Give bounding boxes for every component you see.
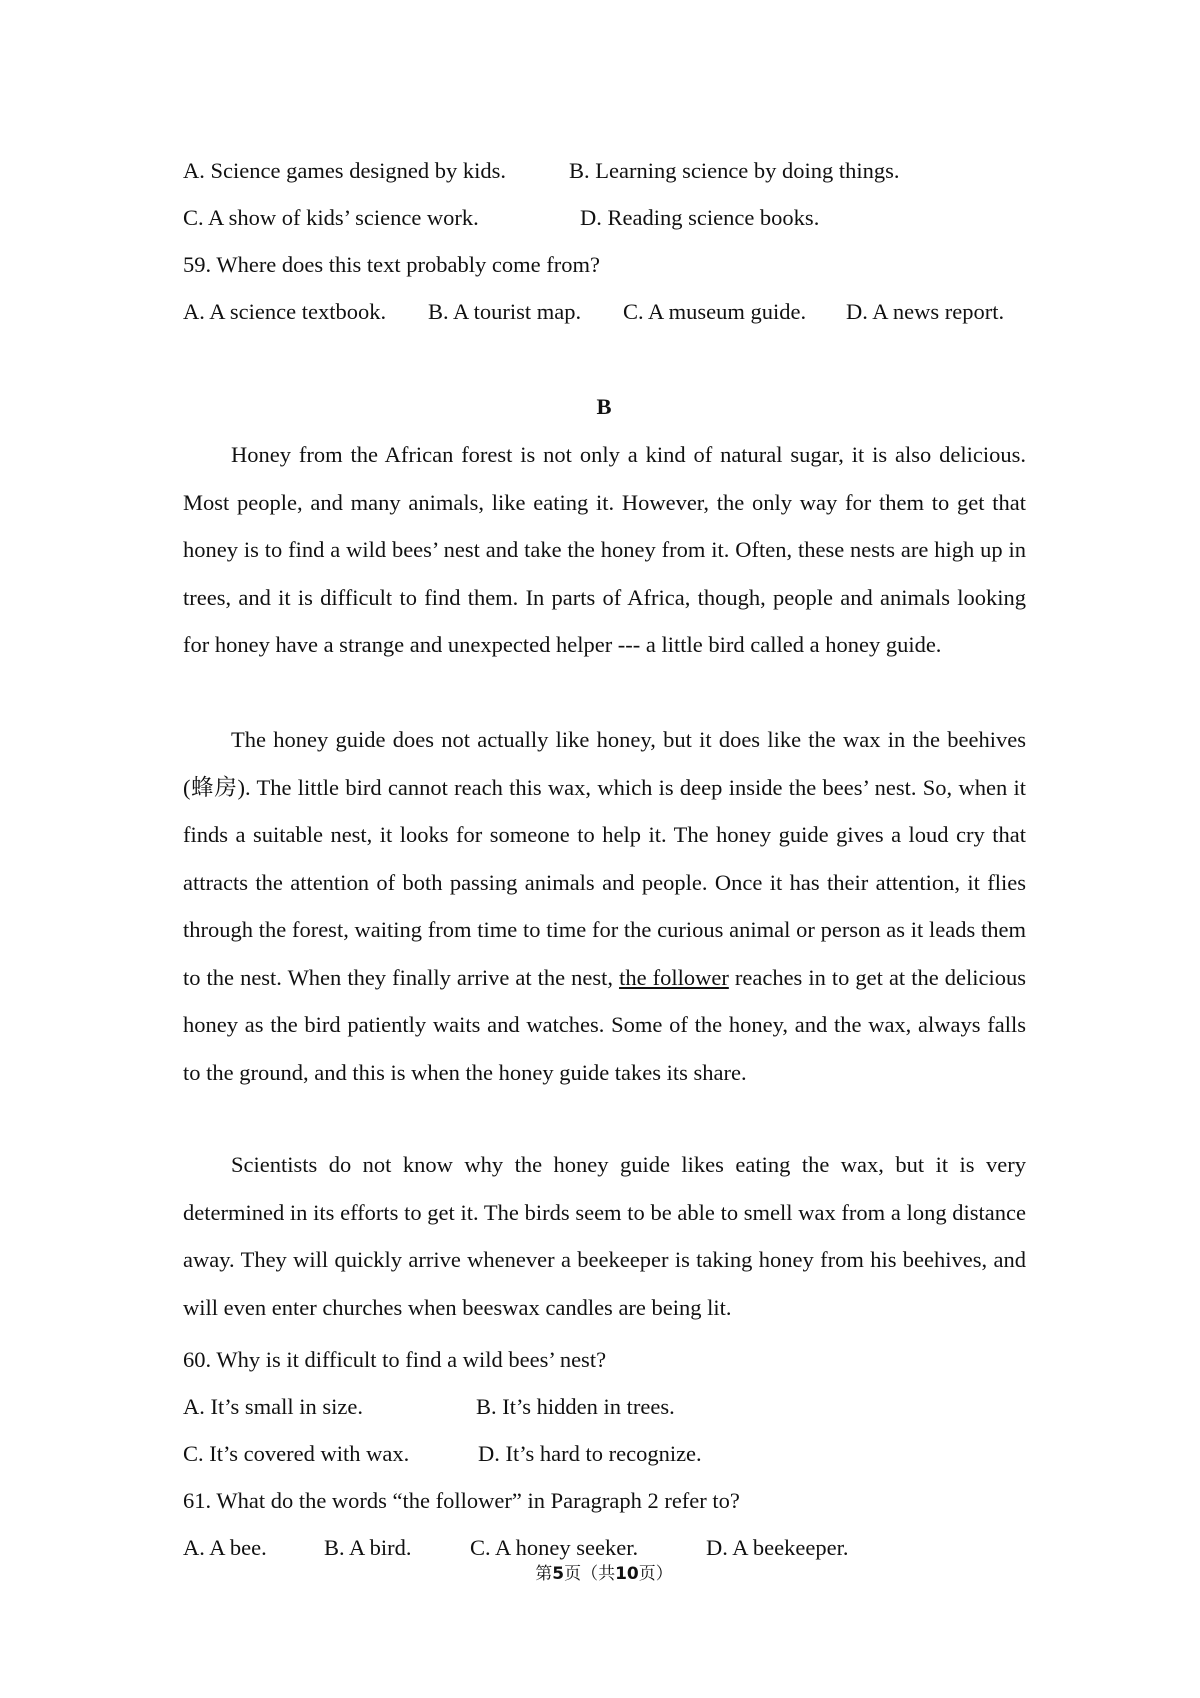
q59-option-d: D. A news report. <box>846 299 1005 324</box>
q59-option-a: A. A science textbook. <box>183 299 387 324</box>
q59-option-b: B. A tourist map. <box>428 299 582 324</box>
q58-option-b: B. Learning science by doing things. <box>569 158 900 183</box>
q60-option-d: D. It’s hard to recognize. <box>478 1441 702 1466</box>
footer-total-pages: 10 <box>615 1564 639 1584</box>
q61-option-c: C. A honey seeker. <box>470 1535 639 1560</box>
footer-middle: 页（共 <box>564 1564 616 1584</box>
footer-page-number: 5 <box>552 1564 565 1584</box>
page-number-footer <box>0 1562 1200 1586</box>
footer-suffix: 页） <box>638 1564 673 1584</box>
q58-option-d: D. Reading science books. <box>580 205 820 230</box>
underlined-term-the-follower: the follower <box>619 964 729 990</box>
q60-option-b: B. It’s hidden in trees. <box>476 1394 675 1419</box>
q61-option-b: B. A bird. <box>324 1535 412 1560</box>
q59-option-c: C. A museum guide. <box>623 299 807 324</box>
q58-option-a: A. Science games designed by kids. <box>183 158 507 183</box>
section-b-paragraph-3: Scientists do not know why the honey guide likes eating the wax, but it is very determined in its efforts to get it. The birds seem to be able to smell wax from a long distance away. They will quickly arrive whenever a beekeeper is taking honey from his beehives, and will even enter churches when beeswax candles are being lit. <box>183 1152 1026 1320</box>
q61-option-d: D. A beekeeper. <box>706 1535 849 1560</box>
q58-option-c: C. A show of kids’ science work. <box>183 205 479 230</box>
q60-option-a: A. It’s small in size. <box>183 1394 363 1419</box>
section-b-paragraph-1: Honey from the African forest is not only a kind of natural sugar, it is also delicious. Most people, and many animals, like eating it. However, the only way for them to get that honey is to find a wild bees’ nest and take the honey from it. Often, these nests are high up in trees, and it is difficult to find them. In parts of Africa, though, people and animals looking for honey have a strange and unexpected helper --- a little bird called a honey guide. <box>183 442 1026 657</box>
section-b-title: B <box>596 394 612 419</box>
footer-prefix: 第 <box>535 1564 553 1584</box>
paragraph-2-text-after: reaches in to get at the delicious honey as the bird patiently waits and watches. Some of the honey, and the wax, always falls to the ground, and this is when the honey guide takes its share. <box>183 964 1026 1085</box>
q59-question: 59. Where does this text probably come from? <box>183 252 600 277</box>
q60-option-c: C. It’s covered with wax. <box>183 1441 410 1466</box>
q61-option-a: A. A bee. <box>183 1535 267 1560</box>
paragraph-2-text-before: The honey guide does not actually like honey, but it does like the wax in the beehives (蜂房). The little bird cannot reach this wax, which is deep inside the bees’ nest. So, when it finds a suitable nest, it looks for someone to help it. The honey guide gives a loud cry that attracts the attention of both passing animals and people. Once it has their attention, it flies through the forest, waiting from time to time for the curious animal or person as it leads them to the nest. When they finally arrive at the nest, <box>183 727 1026 990</box>
q60-question: 60. Why is it difficult to find a wild bees’ nest? <box>183 1347 607 1372</box>
q61-question: 61. What do the words “the follower” in Paragraph 2 refer to? <box>183 1488 740 1513</box>
section-b-paragraph-2 <box>183 716 1026 1096</box>
